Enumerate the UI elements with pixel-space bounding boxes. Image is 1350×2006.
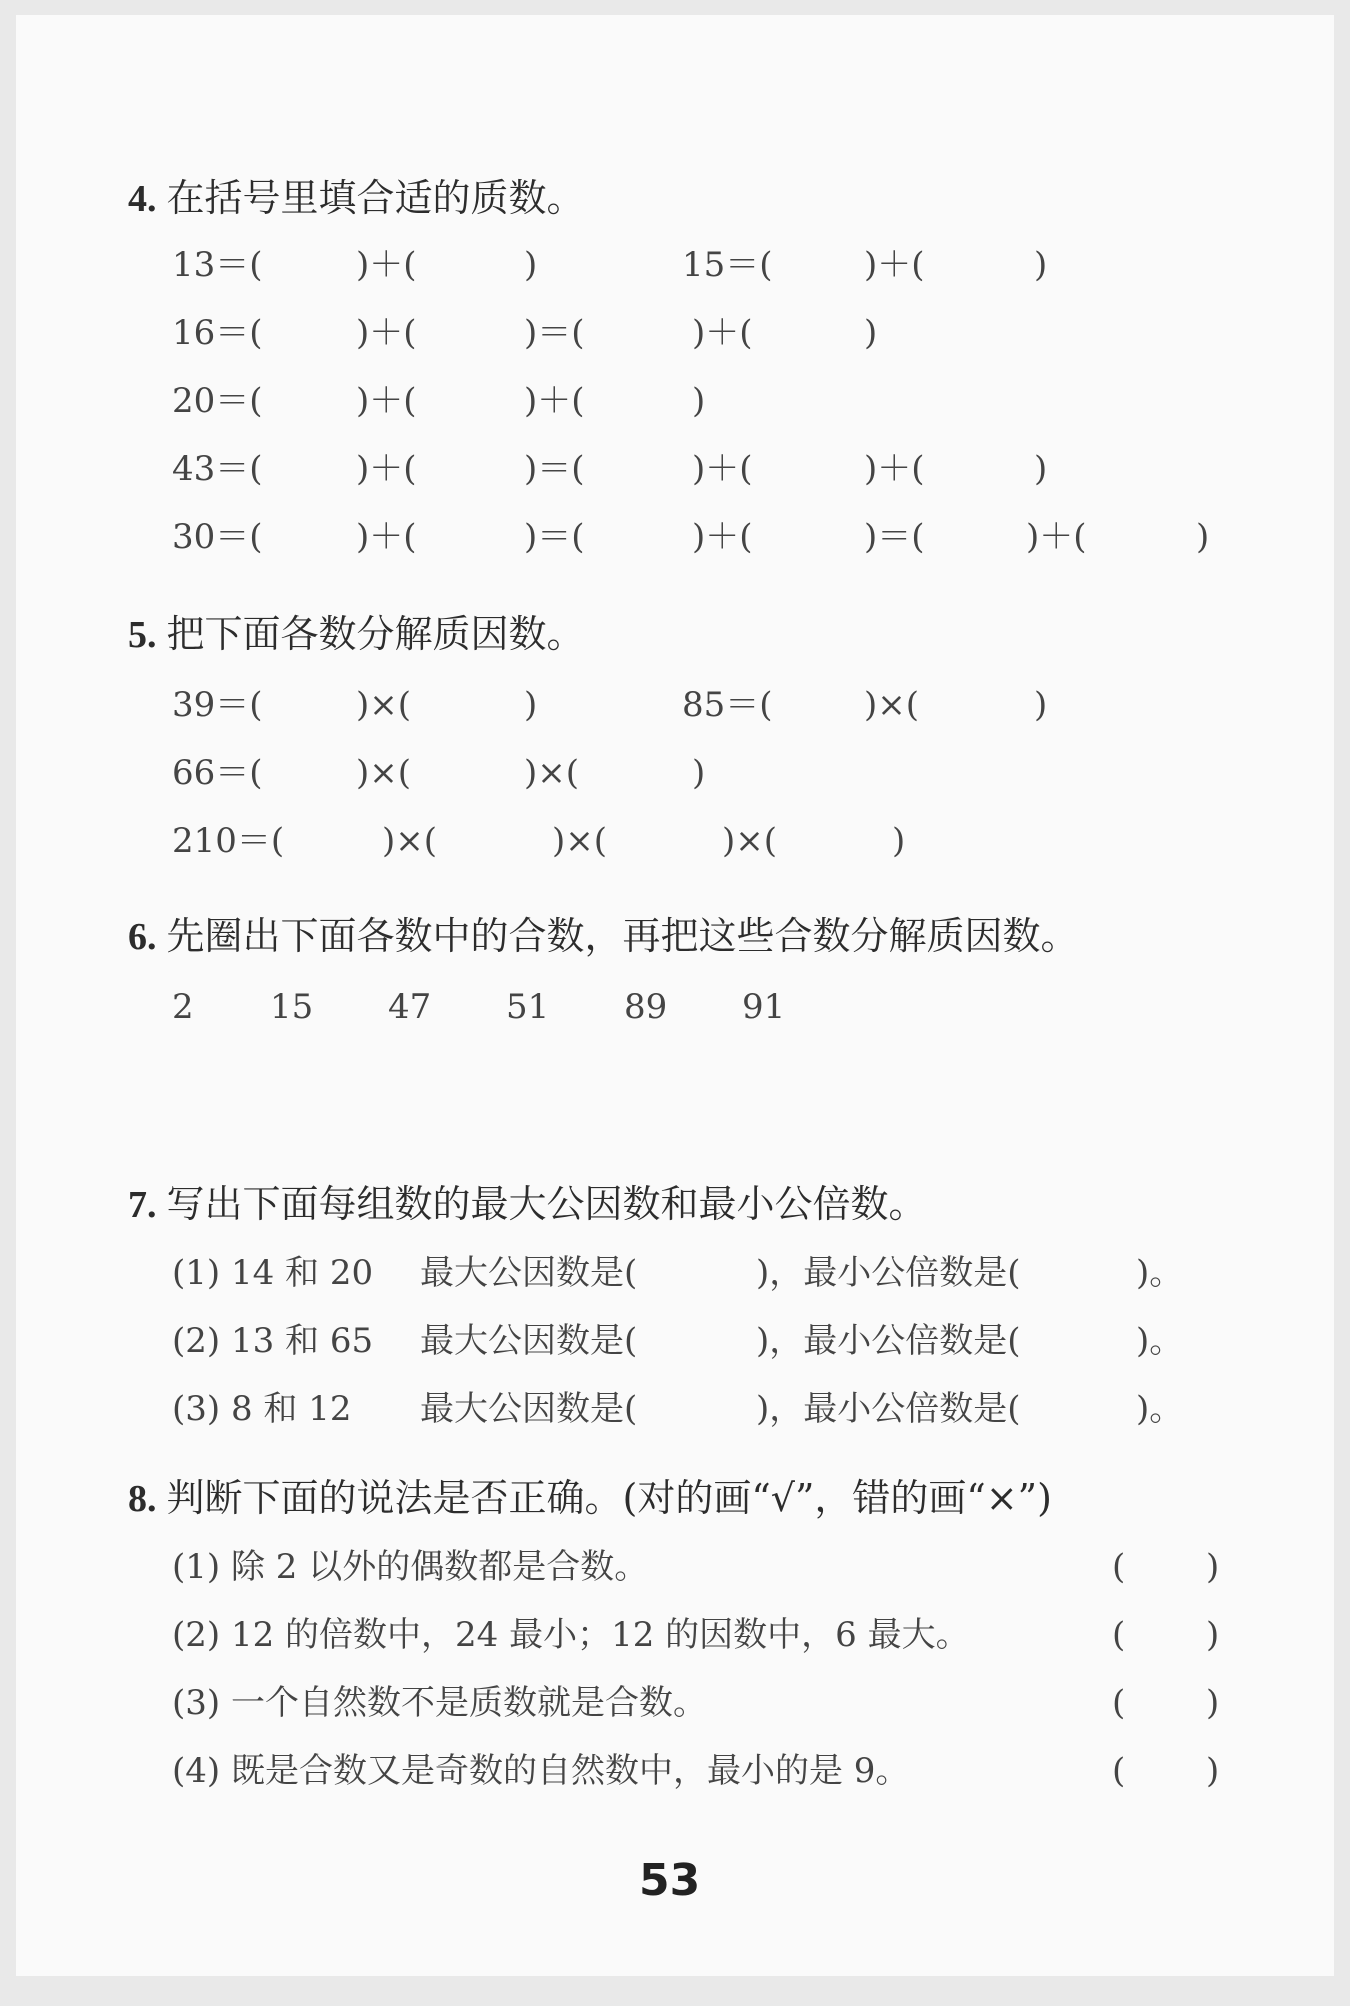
q5-line-3 bbox=[16, 819, 1334, 863]
q5-l1-e: )×( bbox=[864, 685, 920, 725]
q8-item-4-open: ( bbox=[1112, 1751, 1126, 1791]
q7-item-2-label: (2) 13 和 65 bbox=[172, 1321, 374, 1361]
q8-item-1-close: ) bbox=[1206, 1547, 1220, 1587]
q5-line-2 bbox=[16, 751, 1334, 795]
q5-l2-d: ) bbox=[692, 753, 706, 793]
q7-item-2-gcd: 最大公因数是( bbox=[420, 1321, 638, 1361]
q7-item-1-end: )。 bbox=[1136, 1253, 1184, 1293]
q8-item-4-close: ) bbox=[1206, 1751, 1220, 1791]
q8-item-2 bbox=[16, 1613, 1334, 1657]
q8-item-3-open: ( bbox=[1112, 1683, 1126, 1723]
q4-title bbox=[128, 175, 585, 222]
q4-l4-e: )＋( bbox=[864, 449, 925, 489]
q6-number-51: 51 bbox=[506, 987, 550, 1027]
q4-l4-b: )＋( bbox=[356, 449, 417, 489]
q6-number-row bbox=[16, 985, 1334, 1029]
q4-l5-c: )＝( bbox=[524, 517, 585, 557]
q5-title bbox=[128, 611, 585, 658]
q4-line-4 bbox=[16, 447, 1334, 491]
q4-l2-e: ) bbox=[864, 313, 878, 353]
q7-item-2 bbox=[16, 1319, 1334, 1363]
q6-number-91: 91 bbox=[742, 987, 786, 1027]
q6-number-47: 47 bbox=[388, 987, 432, 1027]
q4-l5-f: )＋( bbox=[1026, 517, 1087, 557]
q6-number: 6. bbox=[128, 916, 157, 958]
q8-item-2-open: ( bbox=[1112, 1615, 1126, 1655]
q6-number-89: 89 bbox=[624, 987, 668, 1027]
q4-l5-g: ) bbox=[1196, 517, 1210, 557]
q4-l2-a: 16＝( bbox=[172, 313, 263, 353]
q7-item-3-end: )。 bbox=[1136, 1389, 1184, 1429]
q5-l3-a: 210＝( bbox=[172, 821, 285, 861]
q7-number: 7. bbox=[128, 1184, 157, 1226]
q4-l5-a: 30＝( bbox=[172, 517, 263, 557]
q4-text: 在括号里填合适的质数。 bbox=[166, 176, 585, 220]
q5-l1-c: ) bbox=[524, 685, 538, 725]
q4-l4-c: )＝( bbox=[524, 449, 585, 489]
q7-item-1-lcm: )，最小公倍数是( bbox=[756, 1253, 1021, 1293]
q6-number-15: 15 bbox=[270, 987, 314, 1027]
q4-l5-b: )＋( bbox=[356, 517, 417, 557]
q4-l5-d: )＋( bbox=[692, 517, 753, 557]
q4-l3-a: 20＝( bbox=[172, 381, 263, 421]
q7-item-2-end: )。 bbox=[1136, 1321, 1184, 1361]
q5-l3-e: ) bbox=[892, 821, 906, 861]
worksheet-page bbox=[16, 15, 1334, 1976]
q4-l3-b: )＋( bbox=[356, 381, 417, 421]
q4-l1-c: ) bbox=[524, 245, 538, 285]
q5-l3-b: )×( bbox=[382, 821, 438, 861]
q7-item-3-gcd: 最大公因数是( bbox=[420, 1389, 638, 1429]
q8-item-3-text: (3) 一个自然数不是质数就是合数。 bbox=[172, 1683, 707, 1723]
q7-item-1-gcd: 最大公因数是( bbox=[420, 1253, 638, 1293]
q8-item-1-text: (1) 除 2 以外的偶数都是合数。 bbox=[172, 1547, 649, 1587]
q8-text: 判断下面的说法是否正确。(对的画“√”，错的画“×”) bbox=[166, 1476, 1052, 1520]
q8-item-3-close: ) bbox=[1206, 1683, 1220, 1723]
q4-l1-b: )＋( bbox=[356, 245, 417, 285]
q4-l5-e: )＝( bbox=[864, 517, 925, 557]
q7-title bbox=[128, 1181, 927, 1228]
page-number: 53 bbox=[639, 1855, 701, 1906]
q4-l3-d: ) bbox=[692, 381, 706, 421]
q4-l1-a: 13＝( bbox=[172, 245, 263, 285]
q8-item-2-text: (2) 12 的倍数中，24 最小；12 的因数中，6 最大。 bbox=[172, 1615, 970, 1655]
q4-line-1 bbox=[16, 243, 1334, 287]
q5-l3-d: )×( bbox=[722, 821, 778, 861]
q4-l4-f: ) bbox=[1034, 449, 1048, 489]
q4-l4-d: )＋( bbox=[692, 449, 753, 489]
q6-title bbox=[128, 913, 1079, 960]
q4-l1-e: )＋( bbox=[864, 245, 925, 285]
q7-item-3-lcm: )，最小公倍数是( bbox=[756, 1389, 1021, 1429]
q7-text: 写出下面每组数的最大公因数和最小公倍数。 bbox=[166, 1182, 927, 1226]
q8-item-4 bbox=[16, 1749, 1334, 1793]
q4-line-2 bbox=[16, 311, 1334, 355]
q8-number: 8. bbox=[128, 1478, 157, 1520]
q5-l1-a: 39＝( bbox=[172, 685, 263, 725]
q4-l2-c: )＝( bbox=[524, 313, 585, 353]
q5-l1-b: )×( bbox=[356, 685, 412, 725]
q8-item-4-text: (4) 既是合数又是奇数的自然数中，最小的是 9。 bbox=[172, 1751, 910, 1791]
q5-l2-c: )×( bbox=[524, 753, 580, 793]
q8-item-1-open: ( bbox=[1112, 1547, 1126, 1587]
q6-text: 先圈出下面各数中的合数，再把这些合数分解质因数。 bbox=[166, 914, 1079, 958]
q5-l1-d: 85＝( bbox=[682, 685, 773, 725]
q5-l2-a: 66＝( bbox=[172, 753, 263, 793]
q8-item-2-close: ) bbox=[1206, 1615, 1220, 1655]
q7-item-1-label: (1) 14 和 20 bbox=[172, 1253, 374, 1293]
q5-number: 5. bbox=[128, 614, 157, 656]
q4-l1-d: 15＝( bbox=[682, 245, 773, 285]
q5-l3-c: )×( bbox=[552, 821, 608, 861]
q5-text: 把下面各数分解质因数。 bbox=[166, 612, 585, 656]
q4-l2-b: )＋( bbox=[356, 313, 417, 353]
q4-l3-c: )＋( bbox=[524, 381, 585, 421]
q7-item-3-label: (3) 8 和 12 bbox=[172, 1389, 352, 1429]
q4-l2-d: )＋( bbox=[692, 313, 753, 353]
q8-item-1 bbox=[16, 1545, 1334, 1589]
q6-number-2: 2 bbox=[172, 987, 194, 1027]
q7-item-3 bbox=[16, 1387, 1334, 1431]
q7-item-1 bbox=[16, 1251, 1334, 1295]
q8-title bbox=[128, 1475, 1052, 1522]
q5-l2-b: )×( bbox=[356, 753, 412, 793]
q7-item-2-lcm: )，最小公倍数是( bbox=[756, 1321, 1021, 1361]
q5-l1-f: ) bbox=[1034, 685, 1048, 725]
q8-item-3 bbox=[16, 1681, 1334, 1725]
q4-line-3 bbox=[16, 379, 1334, 423]
q4-number: 4. bbox=[128, 178, 157, 220]
q5-line-1 bbox=[16, 683, 1334, 727]
q4-l1-f: ) bbox=[1034, 245, 1048, 285]
q4-line-5 bbox=[16, 515, 1334, 559]
q4-l4-a: 43＝( bbox=[172, 449, 263, 489]
